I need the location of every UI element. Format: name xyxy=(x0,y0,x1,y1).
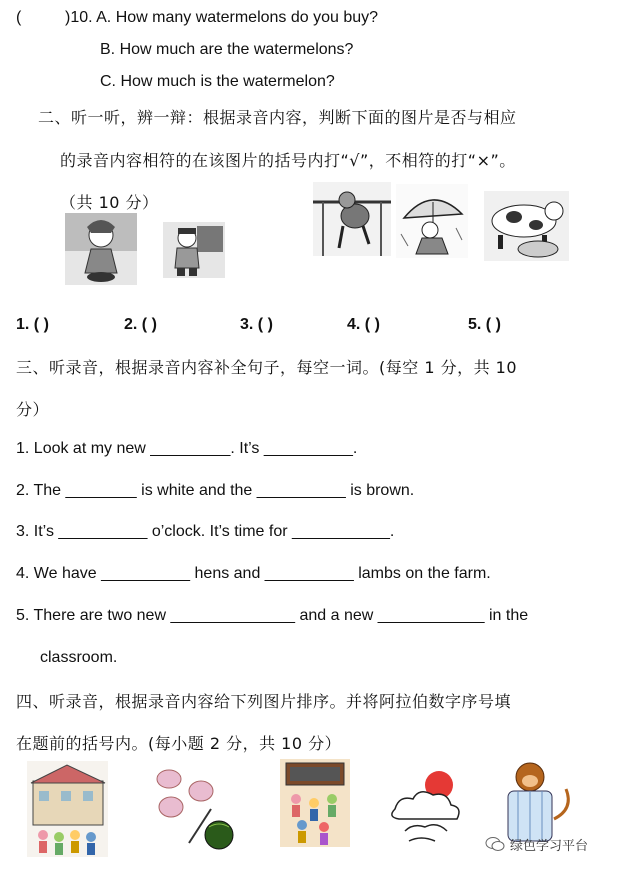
section3-item-4: 4. We have __________ hens and __________ lambs on the farm. xyxy=(16,565,491,582)
garlic-picture-icon xyxy=(149,767,241,853)
section3-title-line2: 分） xyxy=(16,400,50,419)
answer-2: 2. ( ) xyxy=(124,316,157,333)
section3-item-5: 5. There are two new ______________ and a new ____________ in the xyxy=(16,607,529,624)
watermark-text: 绿色学习平台 xyxy=(510,839,589,854)
answer-5: 5. ( ) xyxy=(468,316,501,333)
q10-option-b: B. How much are the watermelons? xyxy=(100,41,354,58)
weather-picture-icon xyxy=(385,761,467,849)
section4-title-line1: 四、听录音，根据录音内容给下列图片排序。并将阿拉伯数字序号填 xyxy=(16,692,512,711)
section3-item-1: 1. Look at my new _________. It’s __________. xyxy=(16,440,358,457)
q10-option-a: )10. A. How many watermelons do you buy? xyxy=(65,9,379,26)
section2-title-line2: 的录音内容相符的在该图片的括号内打“√”，不相符的打“×”。 xyxy=(60,151,516,170)
umbrella-picture-icon xyxy=(396,184,468,258)
answer-4: 4. ( ) xyxy=(347,316,380,333)
school-picture-icon xyxy=(27,761,108,857)
girl-picture-icon xyxy=(65,213,137,285)
answer-3: 3. ( ) xyxy=(240,316,273,333)
section4-title-line2: 在题前的括号内。(每小题 2 分，共 10 分） xyxy=(16,734,342,753)
wechat-icon xyxy=(485,836,505,852)
q10-option-c: C. How much is the watermelon? xyxy=(100,73,335,90)
section3-title-line1: 三、听录音，根据录音内容补全句子，每空一词。(每空 1 分，共 10 xyxy=(16,358,518,377)
classroom-picture-icon xyxy=(280,759,350,847)
cows-picture-icon xyxy=(484,191,569,261)
section2-title-line1: 二、听一听，辨一辩：根据录音内容，判断下面的图片是否与相应 xyxy=(38,108,517,127)
answer-1: 1. ( ) xyxy=(16,316,49,333)
boy-picture-icon xyxy=(163,222,225,278)
section3-item-3: 3. It’s __________ o’clock. It’s time for ___________. xyxy=(16,523,395,540)
monkey-picture-icon xyxy=(313,182,391,256)
section3-item-5-line2: classroom. xyxy=(40,649,118,666)
section3-item-2: 2. The ________ is white and the __________ is brown. xyxy=(16,482,415,499)
section2-score: （共 10 分） xyxy=(60,193,159,212)
q10-bracket: ( xyxy=(16,9,22,26)
